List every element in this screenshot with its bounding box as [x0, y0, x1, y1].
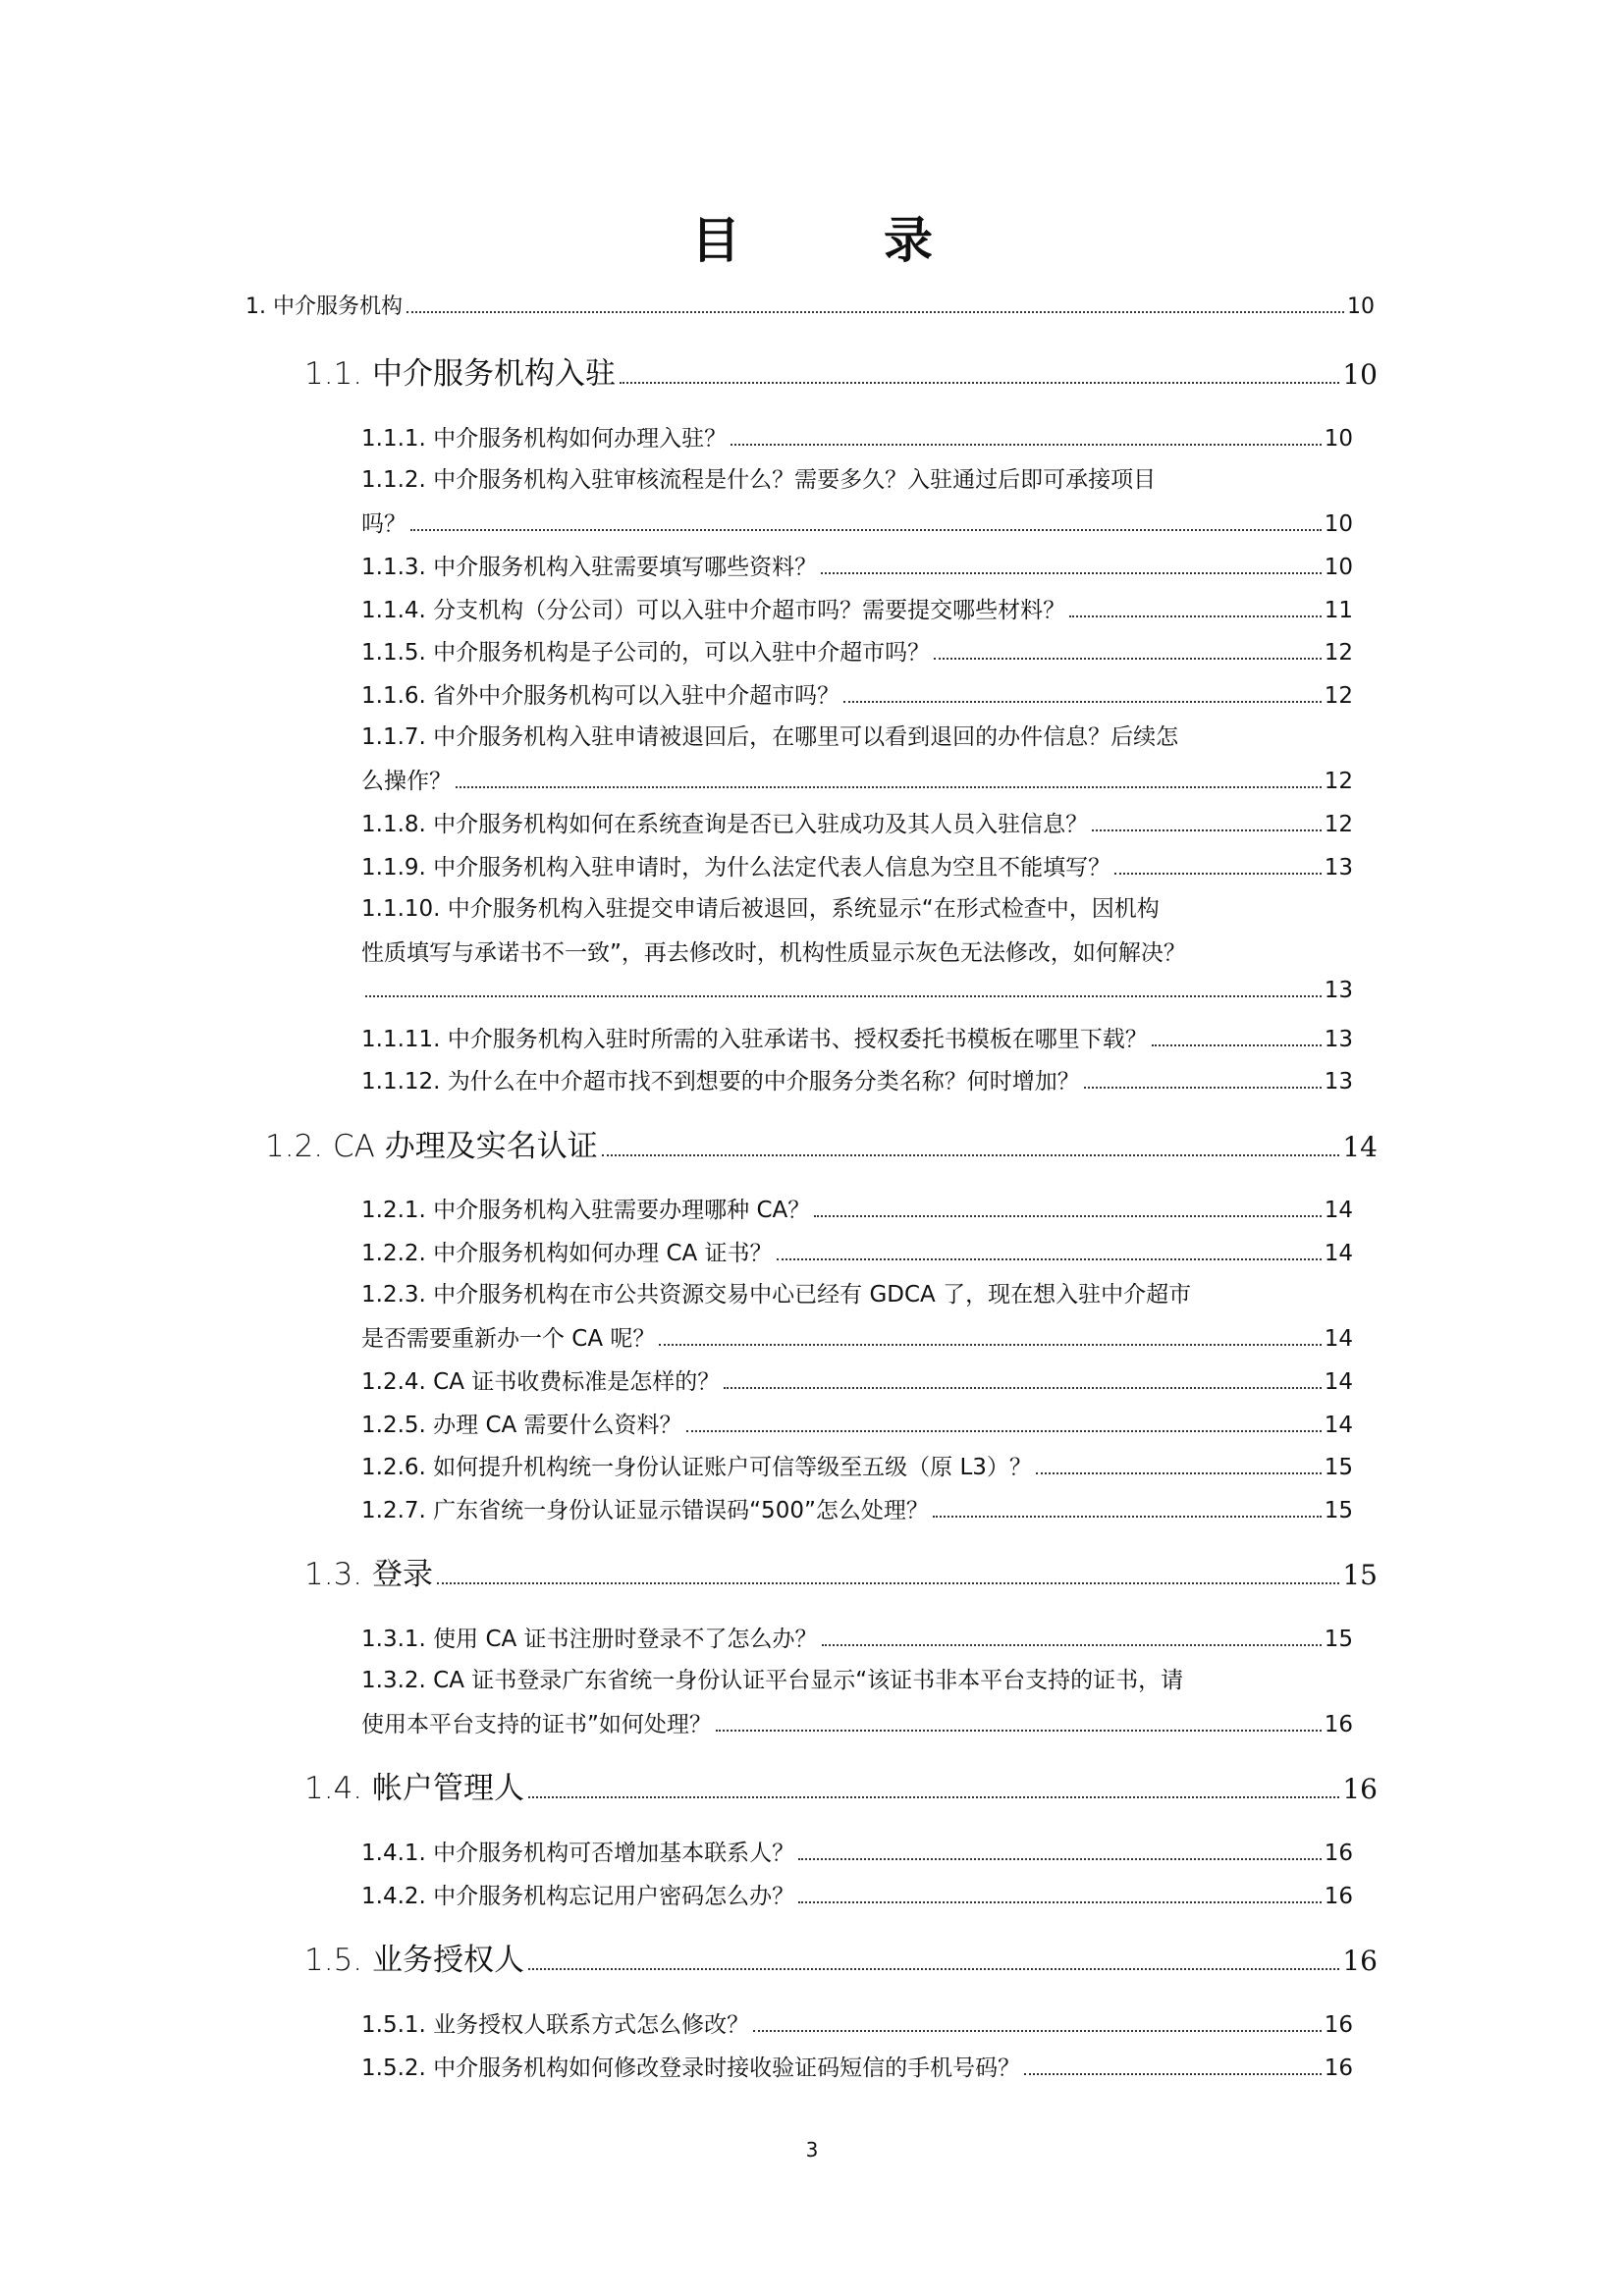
toc-entry-1-4[interactable]: [304, 1763, 1378, 1807]
toc-entry-label: 1.4. 帐户管理人: [304, 1771, 525, 1806]
toc-entry-label: 1.5. 业务授权人: [304, 1943, 525, 1978]
toc-entry-label: 1.1.11. 中介服务机构入驻时所需的入驻承诺书、授权委托书模板在哪里下载？: [361, 1027, 1148, 1052]
toc-entry-1-1-10-line2[interactable]: 性质填写与承诺书不一致”，再去修改时，机构性质显示灰色无法修改，如何解决？: [361, 940, 1186, 966]
dot-leader: [814, 1215, 1321, 1217]
toc-entry-page: 14: [1324, 1369, 1353, 1395]
dot-leader: [1084, 1087, 1322, 1089]
toc-entry-label: 1.1.8. 中介服务机构如何在系统查询是否已入驻成功及其人员入驻信息？: [361, 812, 1089, 837]
toc-entry-1-2-4[interactable]: [361, 1363, 1353, 1396]
toc-entry-page: 16: [1324, 2012, 1353, 2038]
toc-entry-page: 14: [1342, 1131, 1378, 1163]
toc-entry-page: 15: [1324, 1627, 1353, 1652]
dot-leader: [1114, 873, 1322, 875]
page-number: 3: [805, 2138, 819, 2162]
toc-entry-label: 1.1.5. 中介服务机构是子公司的，可以入驻中介超市吗？: [361, 640, 931, 666]
dot-leader: [1036, 1472, 1322, 1474]
toc-entry-1-1-5[interactable]: [361, 634, 1353, 667]
dot-leader: [822, 1644, 1322, 1646]
toc-entry-page: 16: [1324, 2056, 1353, 2081]
toc-entry-page: 16: [1324, 1712, 1353, 1737]
toc-entry-1-1-2-line1[interactable]: 1.1.2. 中介服务机构入驻审核流程是什么？需要多久？入驻通过后即可承接项目: [361, 467, 1157, 493]
toc-entry-page: 16: [1324, 1841, 1353, 1866]
toc-entry-page: 11: [1324, 598, 1353, 623]
toc-entry-label: 1.1. 中介服务机构入驻: [304, 356, 617, 392]
toc-entry-label: 1.2.6. 如何提升机构统一身份认证账户可信等级至五级（原 L3）？: [361, 1455, 1032, 1480]
dot-leader: [724, 1387, 1321, 1389]
toc-entry-label: 1.2.2. 中介服务机构如何办理 CA 证书？: [361, 1241, 773, 1266]
toc-entry-1-2-6[interactable]: [361, 1449, 1353, 1481]
toc-entry-1-1-2[interactable]: [361, 506, 1353, 538]
toc-entry-page: 12: [1324, 812, 1353, 837]
toc-entry-1-3-2-line1[interactable]: 1.3.2. CA 证书登录广东省统一身份认证平台显示“该证书非本平台支持的证书，请: [361, 1668, 1184, 1693]
dot-leader: [934, 658, 1322, 660]
dot-leader: [731, 444, 1322, 446]
dot-leader: [1092, 829, 1322, 831]
toc-entry-1-5[interactable]: [304, 1935, 1378, 1979]
dot-leader: [777, 1258, 1322, 1260]
toc-entry-label: 1.1.3. 中介服务机构入驻需要填写哪些资料？: [361, 555, 818, 580]
toc-entry-1-2-5[interactable]: [361, 1407, 1353, 1439]
toc-entry-1-1-6[interactable]: [361, 677, 1353, 710]
toc-entry-label: 1.2.4. CA 证书收费标准是怎样的？: [361, 1369, 721, 1395]
toc-entry-label: 1.1.1. 中介服务机构如何办理入驻？: [361, 426, 728, 452]
toc-entry-1-2-3[interactable]: [361, 1320, 1353, 1353]
dot-leader: [602, 1154, 1340, 1156]
toc-entry-page: 10: [1324, 511, 1353, 537]
toc-entry-1-1-7[interactable]: [361, 763, 1353, 795]
dot-leader: [406, 311, 1344, 313]
toc-entry-label: 么操作？: [361, 769, 452, 794]
toc-entry-1-1-1[interactable]: [361, 420, 1353, 453]
dot-leader: [1152, 1044, 1322, 1046]
toc-entry-page: 10: [1324, 426, 1353, 452]
toc-entry-1-1-10-line1[interactable]: 1.1.10. 中介服务机构入驻提交申请后被退回，系统显示“在形式检查中，因机构: [361, 896, 1160, 922]
dot-leader: [798, 1858, 1322, 1860]
toc-entry-page: 12: [1324, 769, 1353, 794]
dot-leader: [528, 1796, 1339, 1798]
toc-entry-1-1-12[interactable]: [361, 1063, 1353, 1095]
toc-entry-label: 1.1.12. 为什么在中介超市找不到想要的中介服务分类名称？何时增加？: [361, 1069, 1080, 1095]
toc-entry-page: 16: [1324, 1884, 1353, 1909]
dot-leader: [1024, 2073, 1322, 2075]
dot-leader: [456, 786, 1322, 788]
dot-leader: [798, 1901, 1322, 1903]
dot-leader: [686, 1430, 1322, 1432]
toc-entry-1-2-1[interactable]: [361, 1192, 1353, 1224]
toc-entry-label: 1.3.1. 使用 CA 证书注册时登录不了怎么办？: [361, 1627, 818, 1652]
toc-entry-label: 是否需要重新办一个 CA 呢？: [361, 1326, 656, 1352]
dot-leader: [716, 1730, 1322, 1732]
toc-entry-page: 12: [1324, 640, 1353, 666]
toc-entry-1-1-9[interactable]: [361, 849, 1353, 881]
toc-entry-label: 1.2.1. 中介服务机构入驻需要办理哪种 CA？: [361, 1198, 811, 1223]
page-title: 目 录: [691, 211, 980, 269]
dot-leader: [659, 1344, 1321, 1346]
toc-entry-page: 15: [1324, 1455, 1353, 1480]
toc-entry-1-4-1[interactable]: [361, 1835, 1353, 1867]
dot-leader: [410, 529, 1322, 531]
toc-entry-page: 13: [1324, 855, 1353, 881]
toc-entry-label: 1.1.4. 分支机构（分公司）可以入驻中介超市吗？需要提交哪些材料？: [361, 598, 1066, 623]
toc-entry-1-1[interactable]: [304, 348, 1378, 393]
toc-entry-page: 14: [1324, 1413, 1353, 1438]
toc-entry-1-1-7-line1[interactable]: 1.1.7. 中介服务机构入驻申请被退回后，在哪里可以看到退回的办件信息？后续怎: [361, 724, 1179, 750]
dot-leader: [843, 701, 1322, 703]
toc-entry-page: 16: [1342, 1773, 1378, 1805]
toc-entry-page: 10: [1324, 555, 1353, 580]
toc-entry-1-5-2[interactable]: [361, 2050, 1353, 2082]
toc-entry-label: 1.2. CA 办理及实名认证: [265, 1129, 598, 1164]
toc-entry-page: 14: [1324, 1241, 1353, 1266]
toc-entry-page: 13: [1324, 978, 1353, 1003]
dot-leader: [528, 1968, 1339, 1970]
toc-entry-page: 12: [1324, 683, 1353, 709]
toc-entry-page: 14: [1324, 1198, 1353, 1223]
dot-leader: [933, 1516, 1322, 1518]
toc-entry-1-2-3-line1[interactable]: 1.2.3. 中介服务机构在市公共资源交易中心已经有 GDCA 了，现在想入驻中介超市: [361, 1282, 1192, 1308]
toc-entry-page: 15: [1324, 1498, 1353, 1523]
toc-entry-label: 1.4.1. 中介服务机构可否增加基本联系人？: [361, 1841, 795, 1866]
toc-entry-label: 使用本平台支持的证书”如何处理？: [361, 1712, 712, 1737]
toc-entry-page: 14: [1324, 1326, 1353, 1352]
toc-entry-1[interactable]: [245, 290, 1375, 320]
toc-entry-1-1-3[interactable]: [361, 549, 1353, 581]
toc-entry-label: 1.4.2. 中介服务机构忘记用户密码怎么办？: [361, 1884, 795, 1909]
toc-entry-label: 1.5.2. 中介服务机构如何修改登录时接收验证码短信的手机号码？: [361, 2056, 1021, 2081]
toc-entry-page: 10: [1342, 358, 1378, 391]
toc-entry-label: 1.2.7. 广东省统一身份认证显示错误码“500”怎么处理？: [361, 1498, 929, 1523]
toc-entry-label: 1.2.5. 办理 CA 需要什么资料？: [361, 1413, 682, 1438]
toc-entry-1-2-7[interactable]: [361, 1492, 1353, 1524]
toc-entry-page: 13: [1324, 1069, 1353, 1095]
toc-entry-page: 15: [1342, 1559, 1378, 1591]
toc-entry-1-3[interactable]: [304, 1549, 1378, 1593]
toc-entry-1-4-2[interactable]: [361, 1878, 1353, 1910]
toc-entry-1-1-8[interactable]: [361, 806, 1353, 838]
toc-entry-page: 13: [1324, 1027, 1353, 1052]
toc-entry-1-3-2[interactable]: [361, 1706, 1353, 1738]
toc-entry-label: 1.1.9. 中介服务机构入驻申请时，为什么法定代表人信息为空且不能填写？: [361, 855, 1111, 881]
dot-leader: [365, 995, 1322, 997]
dot-leader: [437, 1582, 1339, 1584]
dot-leader: [620, 382, 1339, 384]
dot-leader: [753, 2030, 1322, 2032]
toc-entry-1-2[interactable]: [265, 1121, 1378, 1165]
toc-entry-1-1-11[interactable]: [361, 1021, 1353, 1053]
toc-entry-label: 1.3. 登录: [304, 1557, 434, 1592]
toc-entry-1-5-1[interactable]: [361, 2006, 1353, 2039]
toc-entry-1-3-1[interactable]: [361, 1621, 1353, 1653]
dot-leader: [821, 572, 1322, 574]
toc-entry-page: 16: [1342, 1945, 1378, 1977]
toc-entry-1-1-10[interactable]: [361, 978, 1353, 1003]
toc-entry-page: 10: [1347, 294, 1375, 319]
toc-entry-label: 吗？: [361, 511, 406, 537]
toc-entry-label: 1.5.1. 业务授权人联系方式怎么修改？: [361, 2012, 750, 2038]
toc-entry-label: 1.1.6. 省外中介服务机构可以入驻中介超市吗？: [361, 683, 840, 709]
toc-entry-1-1-4[interactable]: [361, 592, 1353, 624]
toc-entry-label: 1. 中介服务机构: [245, 294, 403, 319]
dot-leader: [1069, 615, 1322, 617]
toc-entry-1-2-2[interactable]: [361, 1235, 1353, 1267]
